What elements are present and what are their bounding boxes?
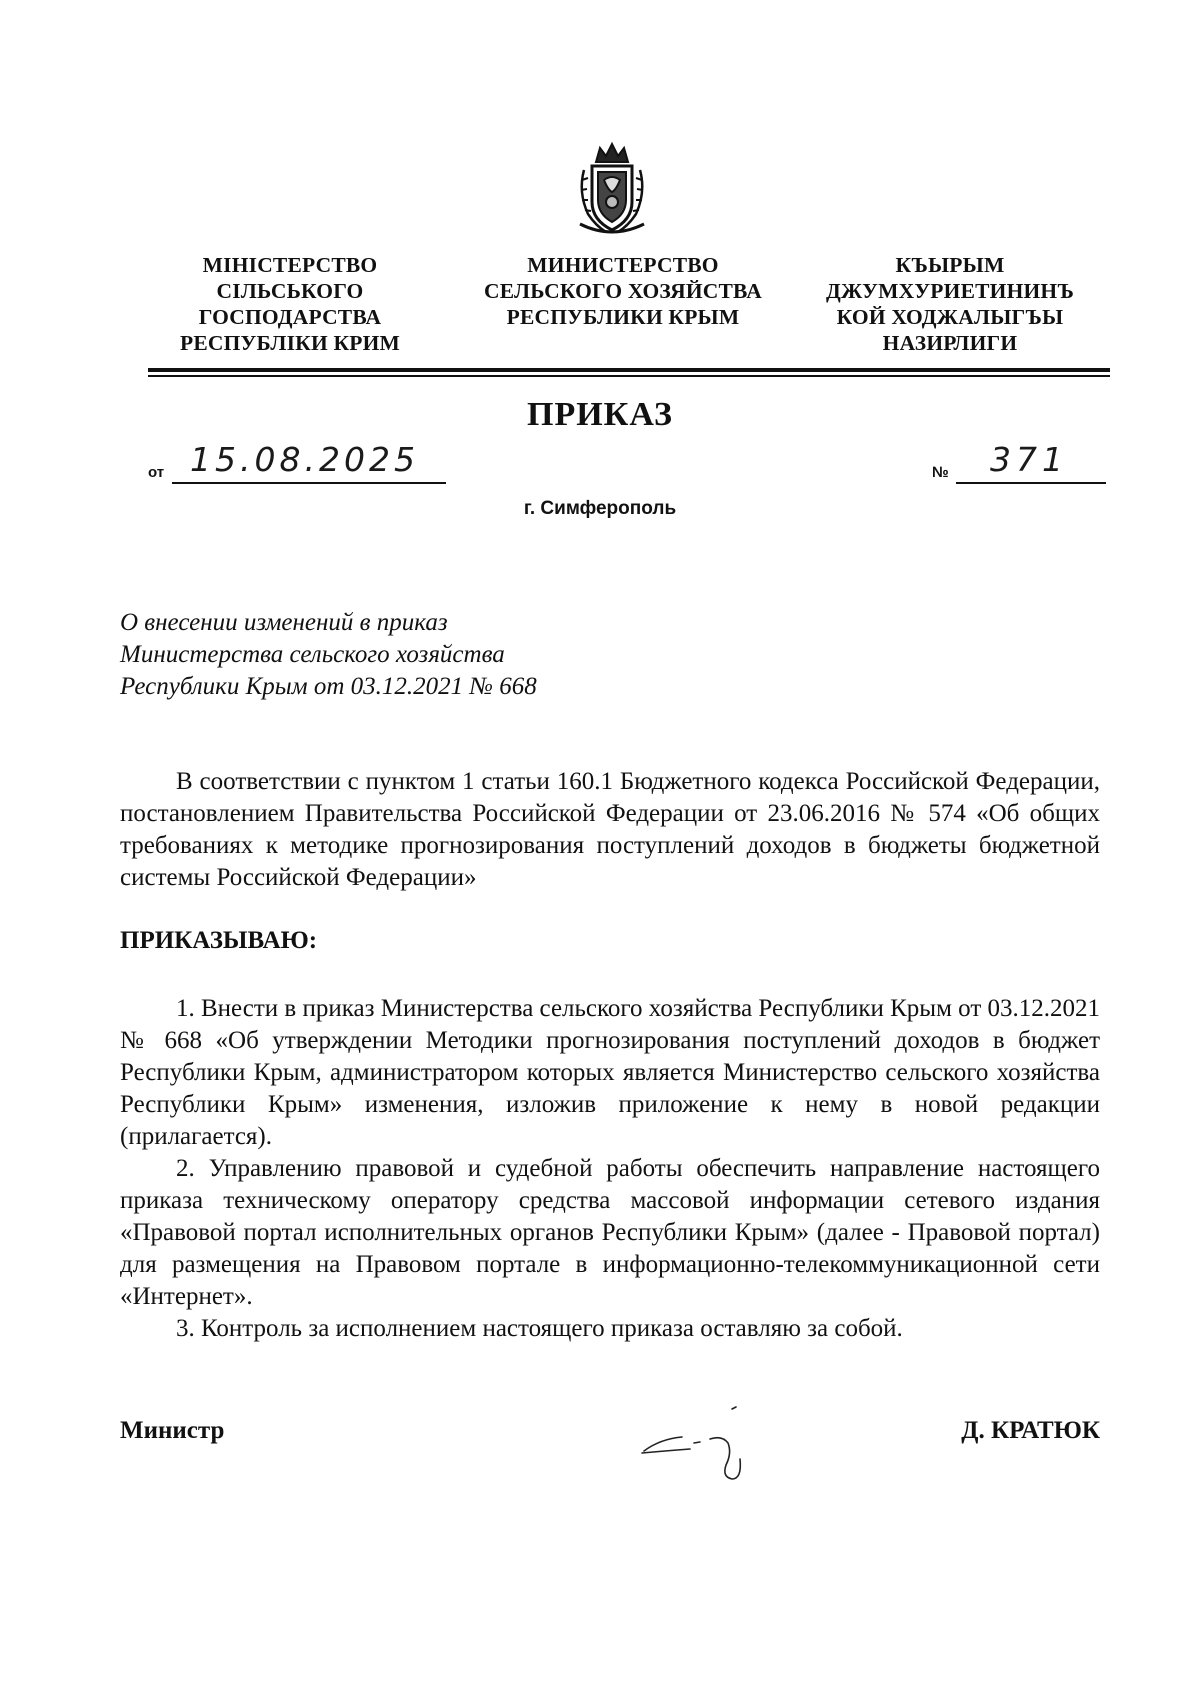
header-left-line: РЕСПУБЛІКИ КРИМ <box>180 331 400 355</box>
coat-of-arms-icon <box>574 140 650 236</box>
document-title: ПРИКАЗ <box>527 396 673 433</box>
header-left-line: СІЛЬСЬКОГО <box>216 279 364 303</box>
signer-position: Министр <box>120 1417 225 1444</box>
subject-line: Республики Крым от 03.12.2021 № 668 <box>120 673 537 700</box>
header-divider-thin <box>148 375 1110 377</box>
order-item: 1. Внести в приказ Министерства сельского хозяйства Республики Крым от 03.12.2021 № 668 «Об утверждении Методики прогнозирования поступлений доходов в бюджет Республики Крым, администратором которых является Министерство сельского хозяйства Республики Крым» изменения, изложив приложение к нему в новой редакции (прилагается). <box>120 995 1100 1150</box>
header-left-line: МІНІСТЕРСТВО <box>202 253 378 277</box>
number-value: 371 <box>990 440 1068 479</box>
date-value: 15.08.2025 <box>190 440 419 479</box>
number-label: № <box>932 464 949 481</box>
header-russian <box>458 252 788 330</box>
number-underline <box>956 482 1106 484</box>
subject-block <box>120 607 537 703</box>
header-center-line: РЕСПУБЛИКИ КРЫМ <box>506 305 740 329</box>
preamble <box>120 766 1100 894</box>
handwritten-signature-icon <box>630 1395 800 1485</box>
order-items <box>120 993 1100 1345</box>
header-divider-thick <box>148 368 1110 372</box>
header-left-line: ГОСПОДАРСТВА <box>198 305 382 329</box>
signer-name: Д. КРАТЮК <box>961 1417 1100 1444</box>
city: г. Симферополь <box>523 498 677 519</box>
order-item: 3. Контроль за исполнением настоящего приказа оставляю за собой. <box>176 1315 903 1342</box>
header-right-line: ДЖУМХУРИЕТИНИНЪ <box>825 279 1074 303</box>
header-right-line: КОЙ ХОДЖАЛЫГЪЫ <box>836 305 1064 329</box>
preamble-paragraph: В соответствии с пунктом 1 статьи 160.1 Бюджетного кодекса Российской Федерации, постановлением Правительства Российской Федерации от 23.06.2016 № 574 «Об общих требованиях к методике прогнозирования поступлений доходов в бюджеты бюджетной системы Российской Федерации» <box>120 768 1100 891</box>
header-crimean-tatar <box>810 252 1090 356</box>
date-underline <box>172 482 446 484</box>
header-center-line: СЕЛЬСКОГО ХОЗЯЙСТВА <box>484 279 762 303</box>
order-item: 2. Управлению правовой и судебной работы обеспечить направление настоящего приказа техническому оператору средства массовой информации сетевого издания «Правовой портал исполнительных органов Республики Крым» (далее - Правовой портал) для размещения на Правовом портале в информационно-телекоммуникационной сети «Интернет». <box>120 1155 1100 1310</box>
date-label: от <box>148 464 165 481</box>
header-ukrainian <box>170 252 410 356</box>
subject-line: Министерства сельского хозяйства <box>120 641 505 668</box>
header-right-line: НАЗИРЛИГИ <box>882 331 1018 355</box>
order-word: ПРИКАЗЫВАЮ: <box>120 927 318 954</box>
subject-line: О внесении изменений в приказ <box>120 609 448 636</box>
header-right-line: КЪЫРЫМ <box>895 253 1005 277</box>
header-center-line: МИНИСТЕРСТВО <box>527 253 719 277</box>
